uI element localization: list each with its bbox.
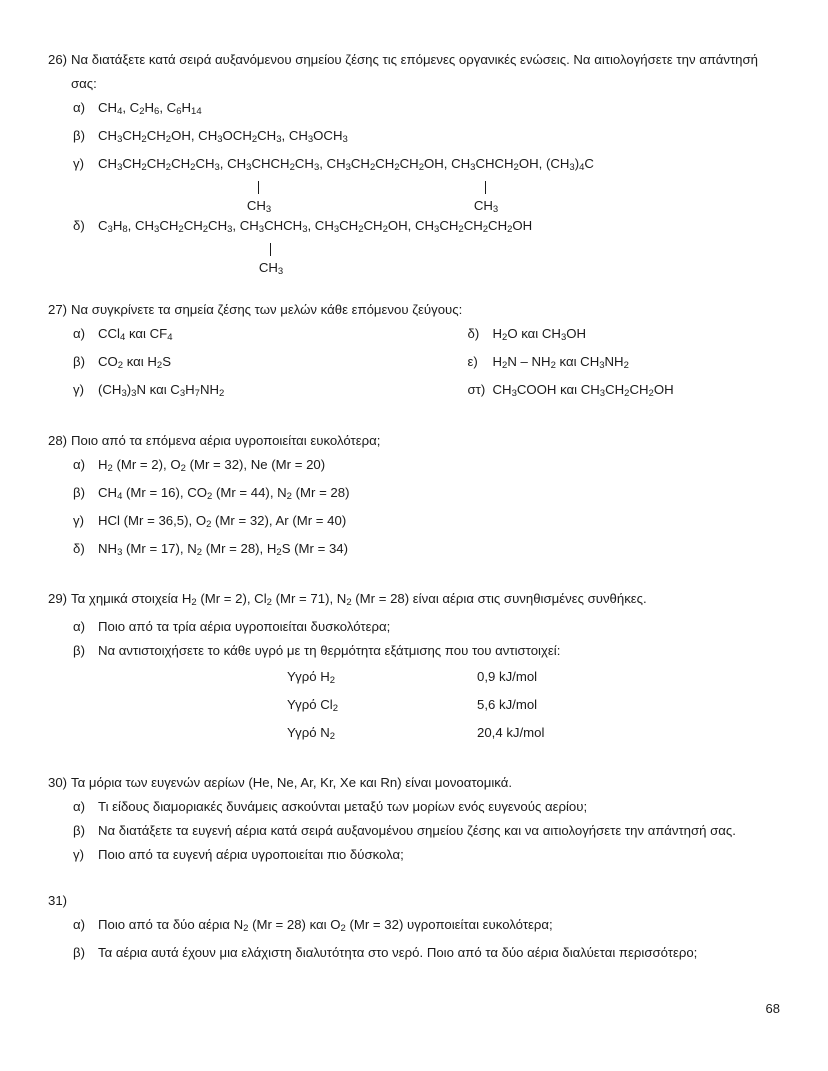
item-text: Ποιο από τα τρία αέρια υγροποιείται δυσκολότερα; xyxy=(98,618,391,634)
question-27-item-e xyxy=(468,350,784,378)
item-text: Να αντιστοιχήσετε το κάθε υγρό με τη θερμότητα εξάτμισης που του αντιστοιχεί: xyxy=(98,642,561,658)
question-27-number: 27) xyxy=(48,302,68,318)
question-28 xyxy=(48,429,783,565)
item-label: δ) xyxy=(73,218,85,234)
spacer xyxy=(48,407,783,429)
question-30-item-g xyxy=(73,843,783,867)
question-29-values-table xyxy=(48,665,783,749)
question-30 xyxy=(48,771,783,867)
question-26-item-g xyxy=(73,152,783,180)
question-30-header xyxy=(48,771,783,795)
table-row xyxy=(48,693,783,721)
item-text: $CH_4$, $C_2H_6$, $C_6H_{14}$ xyxy=(98,100,202,118)
item-text: Να διατάξετε τα ευγενή αέρια κατά σειρά αυξανομένου σημείου ζέσης και να αιτιολογήσετε την απάντησή σας. xyxy=(98,823,736,839)
question-29-item-b xyxy=(73,639,783,663)
question-27-columns xyxy=(48,322,783,406)
question-28-item-a xyxy=(73,453,783,481)
item-label: β) xyxy=(73,945,85,961)
item-label: γ) xyxy=(73,156,84,172)
liquid-value: 0,9 kJ/mol xyxy=(477,668,538,684)
question-31 xyxy=(48,889,783,965)
item-label: δ) xyxy=(467,326,480,342)
item-label: ε) xyxy=(467,354,478,370)
liquid-value: 20,4 kJ/mol xyxy=(477,725,545,741)
item-label: δ) xyxy=(73,540,85,556)
question-29-number: 29) xyxy=(48,590,68,606)
item-label: α) xyxy=(73,799,86,815)
question-31-item-b xyxy=(73,941,783,965)
branch-label: $CH_3$ xyxy=(246,198,272,216)
question-27-title: Να συγκρίνετε τα σημεία ζέσης των μελών κάθε επόμενου ζεύγους: xyxy=(71,302,463,318)
item-text: Ποιο από τα ευγενή αέρια υγροποιείται πιο δύσκολα; xyxy=(98,847,404,863)
item-label: στ) xyxy=(467,382,486,398)
liquid-name: Υγρό $N_2$ xyxy=(287,725,336,743)
item-label: β) xyxy=(73,484,85,500)
question-27-item-a xyxy=(73,322,416,350)
item-label: β) xyxy=(73,642,85,658)
question-30-number: 30) xyxy=(48,775,68,791)
spacer xyxy=(48,565,783,587)
item-text: $CH_4$ (Mr = 16), $CO_2$ (Mr = 44), $N_2$ (Mr = 28) xyxy=(98,484,350,502)
item-label: γ) xyxy=(73,512,84,528)
question-26-item-d xyxy=(73,214,783,242)
item-label: α) xyxy=(73,326,86,342)
item-label: β) xyxy=(73,128,85,144)
question-26-item-a xyxy=(73,96,783,124)
branch-label: $CH_3$ xyxy=(473,198,499,216)
question-30-item-a xyxy=(73,795,783,819)
spacer xyxy=(48,749,783,771)
question-26-item-g-bonds xyxy=(48,180,783,196)
item-text: $H_2N - NH_2$ και $CH_3NH_2$ xyxy=(492,354,629,372)
item-text: $CO_2$ και $H_2S$ xyxy=(98,354,172,372)
question-29-header xyxy=(48,587,783,615)
question-31-header xyxy=(48,889,783,913)
question-31-item-a xyxy=(73,913,783,941)
question-26 xyxy=(48,48,783,276)
question-28-number: 28) xyxy=(48,432,68,448)
question-28-item-g xyxy=(73,509,783,537)
question-27-item-st xyxy=(468,378,784,406)
question-31-number: 31) xyxy=(48,893,68,909)
question-27-item-b xyxy=(73,350,416,378)
question-30-title: Τα μόρια των ευγενών αερίων (He, Ne, Ar, Kr, Xe και Rn) είναι μονοατομικά. xyxy=(71,775,512,791)
bond-line-icon xyxy=(485,181,486,194)
item-label: α) xyxy=(73,917,86,933)
branch-label: $CH_3$ xyxy=(258,260,284,278)
item-label: γ) xyxy=(73,382,84,398)
liquid-name: Υγρό $H_2$ xyxy=(287,668,336,687)
table-row xyxy=(48,721,783,749)
item-label: β) xyxy=(73,823,85,839)
item-label: γ) xyxy=(73,847,84,863)
liquid-name: Υγρό $Cl_2$ xyxy=(287,697,339,715)
question-26-title: Να διατάξετε κατά σειρά αυξανόμενου σημείου ζέσης τις επόμενες οργανικές ενώσεις. Να αιτιολογήσετε την απάντησή σας: xyxy=(71,52,758,91)
question-29-title: Τα χημικά στοιχεία $H_2$ (Mr = 2), $Cl_2$ (Mr = 71), $N_2$ (Mr = 28) είναι αέρια στις συνηθισμένες συνθήκες. xyxy=(71,590,647,608)
item-text: $CH_3CH_2CH_2CH_2CH_3$, $CH_3CHCH_2CH_3$, $CH_3CH_2CH_2CH_2OH$, $CH_3CHCH_2OH$, $(CH_3)_4C$ xyxy=(98,156,594,174)
item-text: $C_3H_8$, $CH_3CH_2CH_2CH_3$, $CH_3CHCH_3$, $CH_3CH_2CH_2OH$, $CH_3CH_2CH_2CH_2OH$ xyxy=(98,218,533,236)
item-text: $H_2$ (Mr = 2), $O_2$ (Mr = 32), Ne (Mr = 20) xyxy=(98,456,326,474)
question-27-header xyxy=(48,298,783,322)
item-text: $CH_3CH_2CH_2OH$, $CH_3OCH_2CH_3$, $CH_3OCH_3$ xyxy=(98,128,348,146)
question-27-left-column xyxy=(48,322,416,406)
item-text: $(CH_3)_3N$ και $C_3H_7NH_2$ xyxy=(98,382,225,400)
question-28-item-b xyxy=(73,481,783,509)
spacer xyxy=(48,276,783,298)
question-28-header xyxy=(48,429,783,453)
question-29 xyxy=(48,587,783,749)
item-label: α) xyxy=(73,456,86,472)
item-text: Τι είδους διαμοριακές δυνάμεις ασκούνται μεταξύ των μορίων ενός ευγενούς αερίου; xyxy=(98,799,588,815)
question-27 xyxy=(48,298,783,406)
question-30-item-b xyxy=(73,819,783,843)
item-text: CCl$_4$ και $CF_4$ xyxy=(98,326,173,344)
question-27-item-g xyxy=(73,378,416,406)
question-28-item-d xyxy=(73,537,783,565)
item-text: $CH_3COOH$ και $CH_3CH_2CH_2OH$ xyxy=(492,382,674,400)
liquid-value: 5,6 kJ/mol xyxy=(477,697,538,713)
question-26-item-d-bonds xyxy=(48,242,783,258)
item-text: Ποιο από τα δύο αέρια $N_2$ (Mr = 28) και $O_2$ (Mr = 32) υγροποιείται ευκολότερα; xyxy=(98,917,553,935)
question-28-title: Ποιο από τα επόμενα αέρια υγροποιείται ευκολότερα; xyxy=(71,432,381,448)
bond-line-icon xyxy=(270,243,271,256)
item-label: α) xyxy=(73,618,86,634)
question-26-item-g-branches xyxy=(48,196,783,214)
item-label: β) xyxy=(73,354,85,370)
question-26-number: 26) xyxy=(48,52,68,67)
item-text: Τα αέρια αυτά έχουν μια ελάχιστη διαλυτότητα στο νερό. Ποιο από τα δύο αέρια διαλύεται περισσότερο; xyxy=(98,945,698,961)
question-27-item-d xyxy=(468,322,784,350)
page-number: 68 xyxy=(765,1001,780,1016)
question-29-item-a xyxy=(73,615,783,639)
question-26-header xyxy=(48,48,783,96)
item-text: $H_2O$ και $CH_3OH$ xyxy=(492,326,587,344)
item-label: α) xyxy=(73,100,86,115)
spacer xyxy=(48,867,783,889)
question-26-item-b xyxy=(73,124,783,152)
question-26-item-d-branches xyxy=(48,258,783,276)
question-27-right-column xyxy=(416,322,784,406)
table-row xyxy=(48,665,783,693)
item-text: HCl (Mr = 36,5), $O_2$ (Mr = 32), Ar (Mr = 40) xyxy=(98,512,347,530)
bond-line-icon xyxy=(258,181,259,194)
item-text: $NH_3$ (Mr = 17), $N_2$ (Mr = 28), $H_2S$ (Mr = 34) xyxy=(98,540,349,558)
